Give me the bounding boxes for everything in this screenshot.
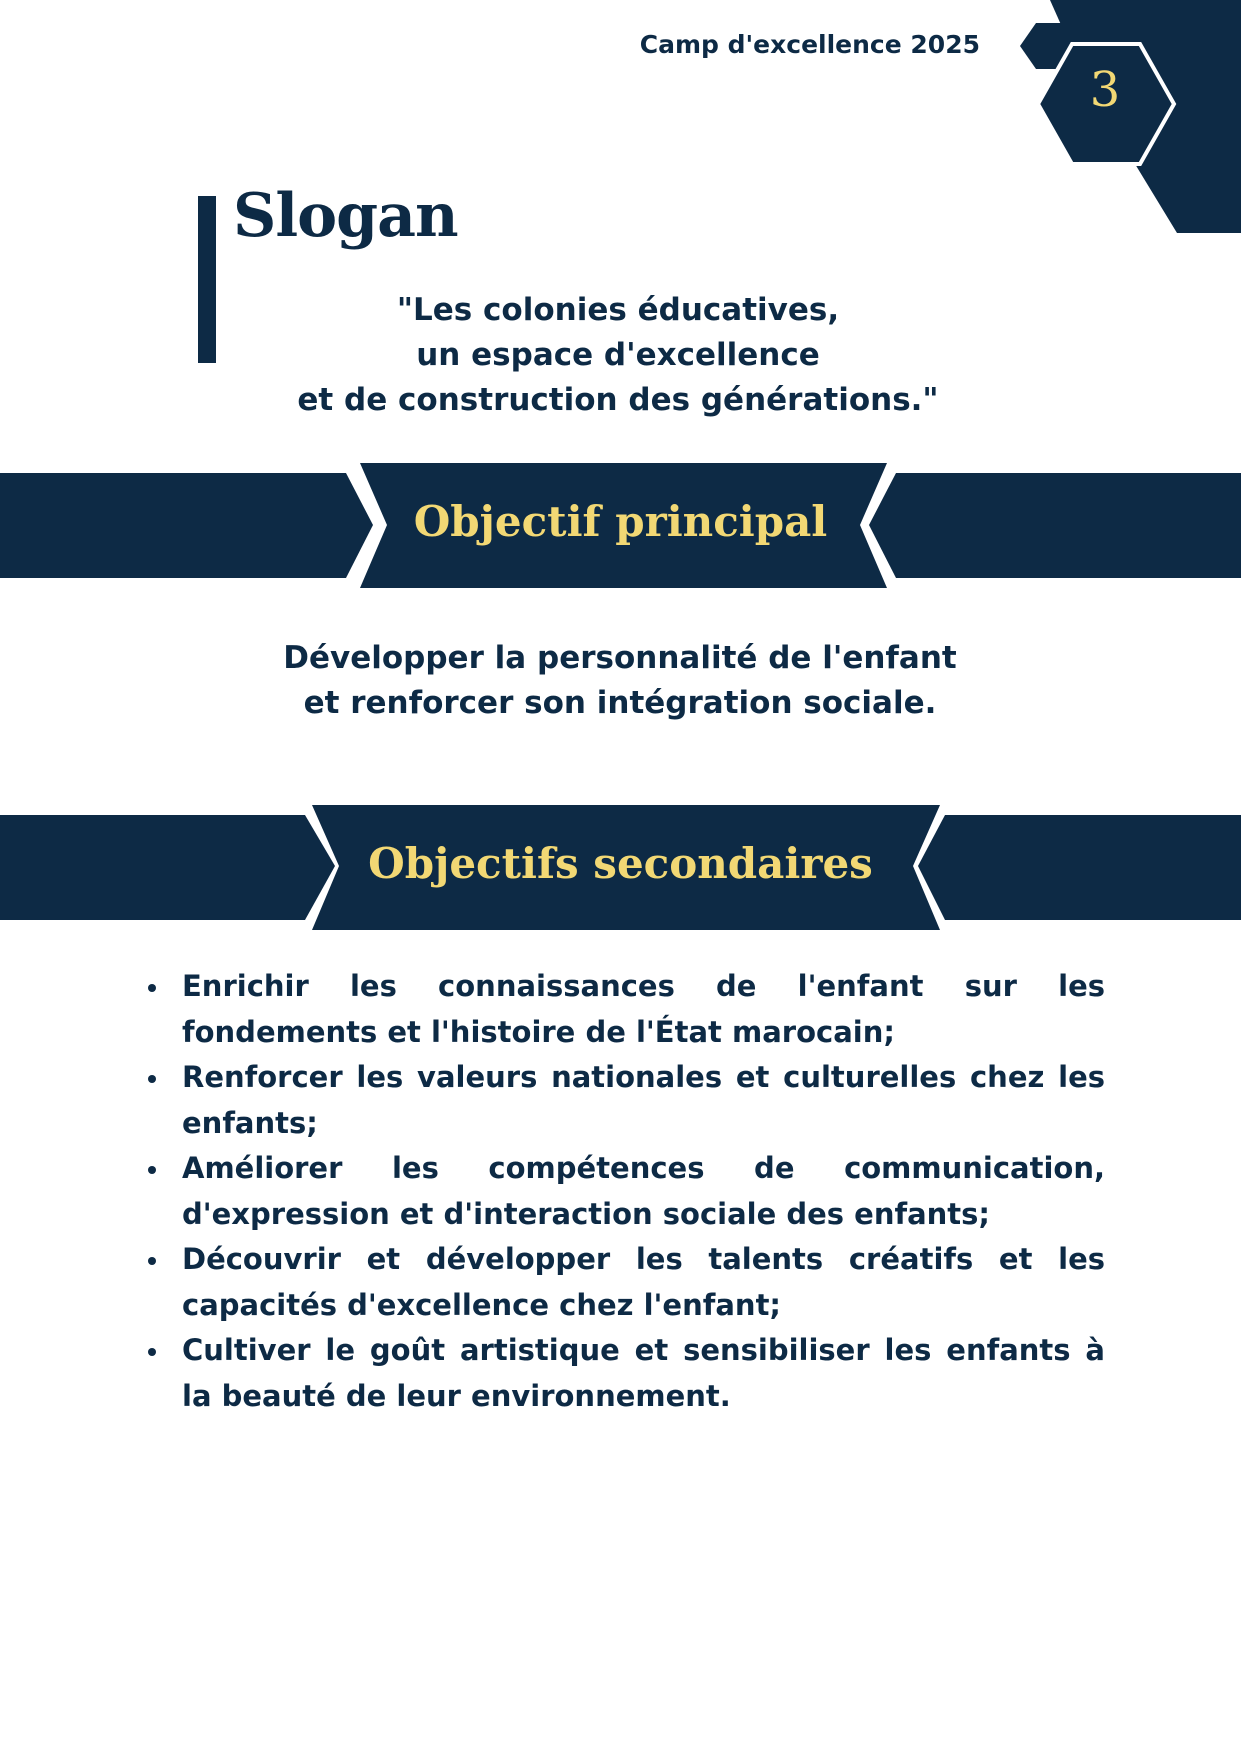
list-item [140,1146,1105,1237]
slogan-text [218,288,1018,423]
slogan-line: "Les colonies éducatives, [396,292,840,328]
secondary-objectives-heading: Objectifs secondaires [368,839,873,888]
corner-hexagon-decoration [1000,0,1241,240]
slogan-line: et de construction des générations." [297,382,939,418]
list-item [140,964,1105,1055]
secondary-objectives-list [140,964,1105,1419]
list-item-text: Améliorer les compétences de communication, d'expression et d'interaction sociale des enfants; [182,1151,1105,1231]
list-item [140,1055,1105,1146]
main-objective-line: Développer la personnalité de l'enfant [283,640,957,676]
list-item-text: Enrichir les connaissances de l'enfant sur les fondements et l'histoire de l'État marocain; [182,969,1105,1049]
bullet-icon [148,1348,156,1356]
slogan-title: Slogan [233,181,458,251]
header-label: Camp d'excellence 2025 [639,30,980,59]
main-objective-heading: Objectif principal [413,497,828,546]
page-number: 3 [1089,62,1121,118]
bullet-icon [148,984,156,992]
list-item-text: Cultiver le goût artistique et sensibiliser les enfants à la beauté de leur environnement. [182,1333,1105,1413]
main-objective-text [120,636,1120,726]
bullet-icon [148,1166,156,1174]
bullet-icon [148,1257,156,1265]
list-item-text: Renforcer les valeurs nationales et culturelles chez les enfants; [182,1060,1105,1140]
main-objective-line: et renforcer son intégration sociale. [303,685,937,721]
bullet-icon [148,1075,156,1083]
slogan-line: un espace d'excellence [416,337,820,373]
slogan-accent-bar [198,196,216,363]
list-item [140,1237,1105,1328]
list-item [140,1328,1105,1419]
list-item-text: Découvrir et développer les talents créatifs et les capacités d'excellence chez l'enfant; [182,1242,1105,1322]
